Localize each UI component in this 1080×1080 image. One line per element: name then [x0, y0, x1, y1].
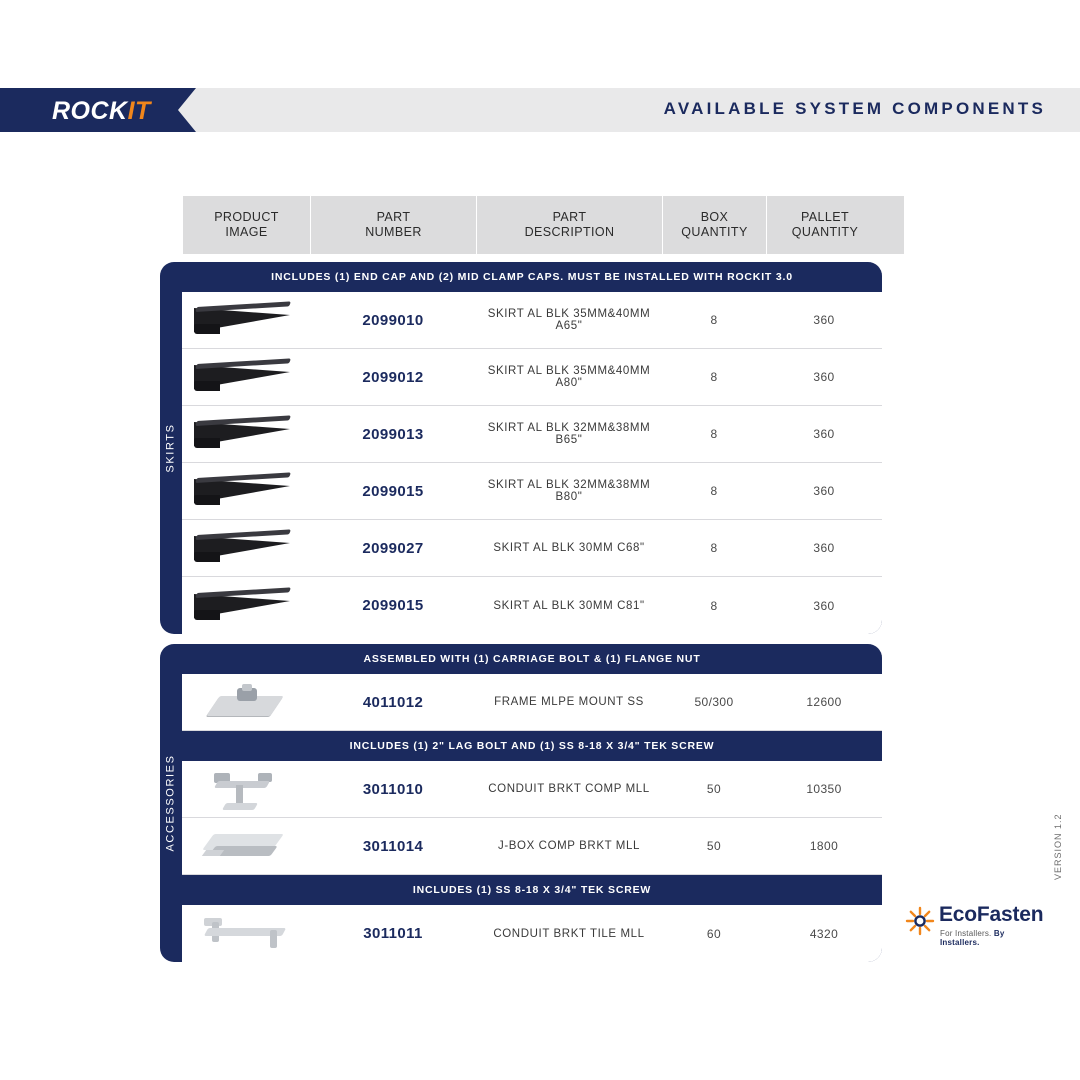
components-table — [160, 196, 882, 962]
cell-part-number: 3011014 — [362, 837, 424, 855]
version-label: VERSION 1.2 — [1053, 813, 1063, 880]
cell-part-description: SKIRT AL BLK 30MM C68" — [493, 542, 645, 554]
product-image-skirt — [182, 520, 310, 577]
group-rows — [182, 262, 882, 634]
cell-part-description: FRAME MLPE MOUNT SS — [494, 696, 644, 708]
cell-part-number: 2099010 — [362, 311, 424, 329]
group-side-label-skirts — [160, 262, 182, 634]
ecofasten-name: EcoFasten — [939, 903, 1044, 926]
product-image-skirt — [182, 292, 310, 349]
cell-part-description: SKIRT AL BLK 32MM&38MM B65" — [487, 422, 651, 446]
product-image-skirt — [182, 463, 310, 520]
table-row[interactable] — [182, 674, 882, 731]
cell-box-quantity: 8 — [710, 313, 718, 327]
cell-pallet-quantity: 360 — [813, 598, 835, 613]
column-header-line1: PRODUCT — [214, 210, 279, 224]
table-row[interactable] — [182, 349, 882, 406]
table-row[interactable] — [182, 520, 882, 577]
cell-part-number: 2099013 — [362, 425, 424, 443]
group-note-row: INCLUDES (1) SS 8-18 X 3/4" TEK SCREW — [182, 875, 882, 905]
cell-box-quantity: 50/300 — [694, 695, 734, 709]
table-row[interactable] — [182, 292, 882, 349]
cell-box-quantity: 50 — [706, 839, 722, 853]
table-row[interactable] — [182, 905, 882, 962]
ecofasten-logo — [905, 903, 1044, 947]
cell-pallet-quantity: 4320 — [809, 926, 839, 941]
table-row[interactable] — [182, 463, 882, 520]
cell-part-description: SKIRT AL BLK 35MM&40MM A80" — [487, 365, 651, 389]
cell-box-quantity: 8 — [710, 598, 718, 613]
brand-logo-tail — [178, 88, 196, 132]
cell-pallet-quantity: 360 — [813, 370, 835, 384]
cell-part-description: J-BOX COMP BRKT MLL — [498, 840, 640, 852]
cell-box-quantity: 50 — [706, 782, 722, 796]
sun-burst-icon — [905, 906, 935, 936]
brand-logo-accent: IT — [127, 97, 151, 125]
product-image-frame-mount — [182, 674, 310, 731]
cell-pallet-quantity: 1800 — [809, 839, 839, 853]
cell-pallet-quantity: 360 — [813, 427, 835, 441]
column-header-line2: QUANTITY — [681, 225, 748, 239]
column-header-line1: PART — [552, 210, 587, 224]
column-header-line2: NUMBER — [365, 225, 422, 239]
cell-part-number: 3011010 — [362, 780, 424, 798]
cell-part-number: 2099015 — [362, 597, 424, 614]
page-title: AVAILABLE SYSTEM COMPONENTS — [663, 99, 1046, 118]
cell-box-quantity: 8 — [710, 484, 718, 498]
cell-part-number: 2099012 — [362, 368, 424, 386]
column-header-part-number — [311, 196, 477, 254]
cell-pallet-quantity: 12600 — [806, 695, 842, 709]
cell-pallet-quantity: 360 — [813, 313, 835, 327]
brand-logo-text — [52, 97, 151, 126]
table-row[interactable] — [182, 761, 882, 818]
cell-part-number: 3011011 — [363, 925, 423, 942]
ecofasten-tagline — [940, 929, 1040, 947]
cell-pallet-quantity: 360 — [813, 484, 835, 498]
column-header-pallet-quantity — [767, 196, 883, 254]
column-header-line1: PALLET — [800, 210, 850, 224]
product-group-accessories — [160, 644, 882, 962]
group-rows — [182, 644, 882, 962]
cell-part-description: SKIRT AL BLK 30MM C81" — [493, 599, 645, 612]
cell-part-description: SKIRT AL BLK 32MM&38MM B80" — [487, 479, 651, 503]
group-note-row: INCLUDES (1) 2" LAG BOLT AND (1) SS 8-18 X 3/4" TEK SCREW — [182, 731, 882, 761]
product-image-skirt — [182, 577, 310, 634]
column-header-line2: DESCRIPTION — [524, 225, 615, 239]
group-note-row: ASSEMBLED WITH (1) CARRIAGE BOLT & (1) FLANGE NUT — [182, 644, 882, 674]
cell-box-quantity: 8 — [710, 541, 718, 555]
group-note-row: INCLUDES (1) END CAP AND (2) MID CLAMP CAPS. MUST BE INSTALLED WITH ROCKIT 3.0 — [182, 262, 882, 292]
tagline-bold: By Installers. — [940, 929, 1005, 947]
group-side-label-text: SKIRTS — [165, 423, 178, 473]
cell-pallet-quantity: 10350 — [806, 782, 842, 796]
product-group-skirts — [160, 262, 882, 634]
group-side-label-accessories — [160, 644, 182, 962]
product-image-skirt — [182, 406, 310, 463]
cell-part-description: CONDUIT BRKT COMP MLL — [488, 783, 650, 795]
table-row[interactable] — [182, 577, 882, 634]
tagline-plain: For Installers. — [940, 929, 994, 938]
product-image-conduit-tile-bracket — [182, 905, 310, 962]
product-image-jbox-bracket — [182, 818, 310, 875]
cell-part-number: 4011012 — [362, 693, 424, 711]
cell-box-quantity: 8 — [710, 427, 718, 441]
column-header-line2: IMAGE — [225, 225, 268, 239]
product-image-skirt — [182, 349, 310, 406]
column-header-part-description — [477, 196, 663, 254]
cell-pallet-quantity: 360 — [813, 541, 835, 555]
cell-part-description: CONDUIT BRKT TILE MLL — [493, 927, 645, 940]
column-header-line1: PART — [376, 210, 411, 224]
cell-box-quantity: 60 — [706, 926, 722, 941]
cell-part-number: 2099027 — [362, 539, 424, 557]
column-header-product-image — [183, 196, 311, 254]
table-column-headers — [182, 196, 904, 254]
column-header-box-quantity — [663, 196, 767, 254]
group-side-label-text: ACCESSORIES — [165, 754, 178, 852]
column-header-line2: QUANTITY — [791, 225, 859, 239]
cell-box-quantity: 8 — [710, 370, 718, 384]
product-image-conduit-bracket — [182, 761, 310, 818]
column-header-line1: BOX — [700, 210, 729, 224]
brand-logo-main: ROCK — [52, 97, 128, 125]
table-row[interactable] — [182, 406, 882, 463]
cell-part-description: SKIRT AL BLK 35MM&40MM A65" — [487, 308, 651, 332]
cell-part-number: 2099015 — [362, 482, 424, 500]
table-row[interactable] — [182, 818, 882, 875]
